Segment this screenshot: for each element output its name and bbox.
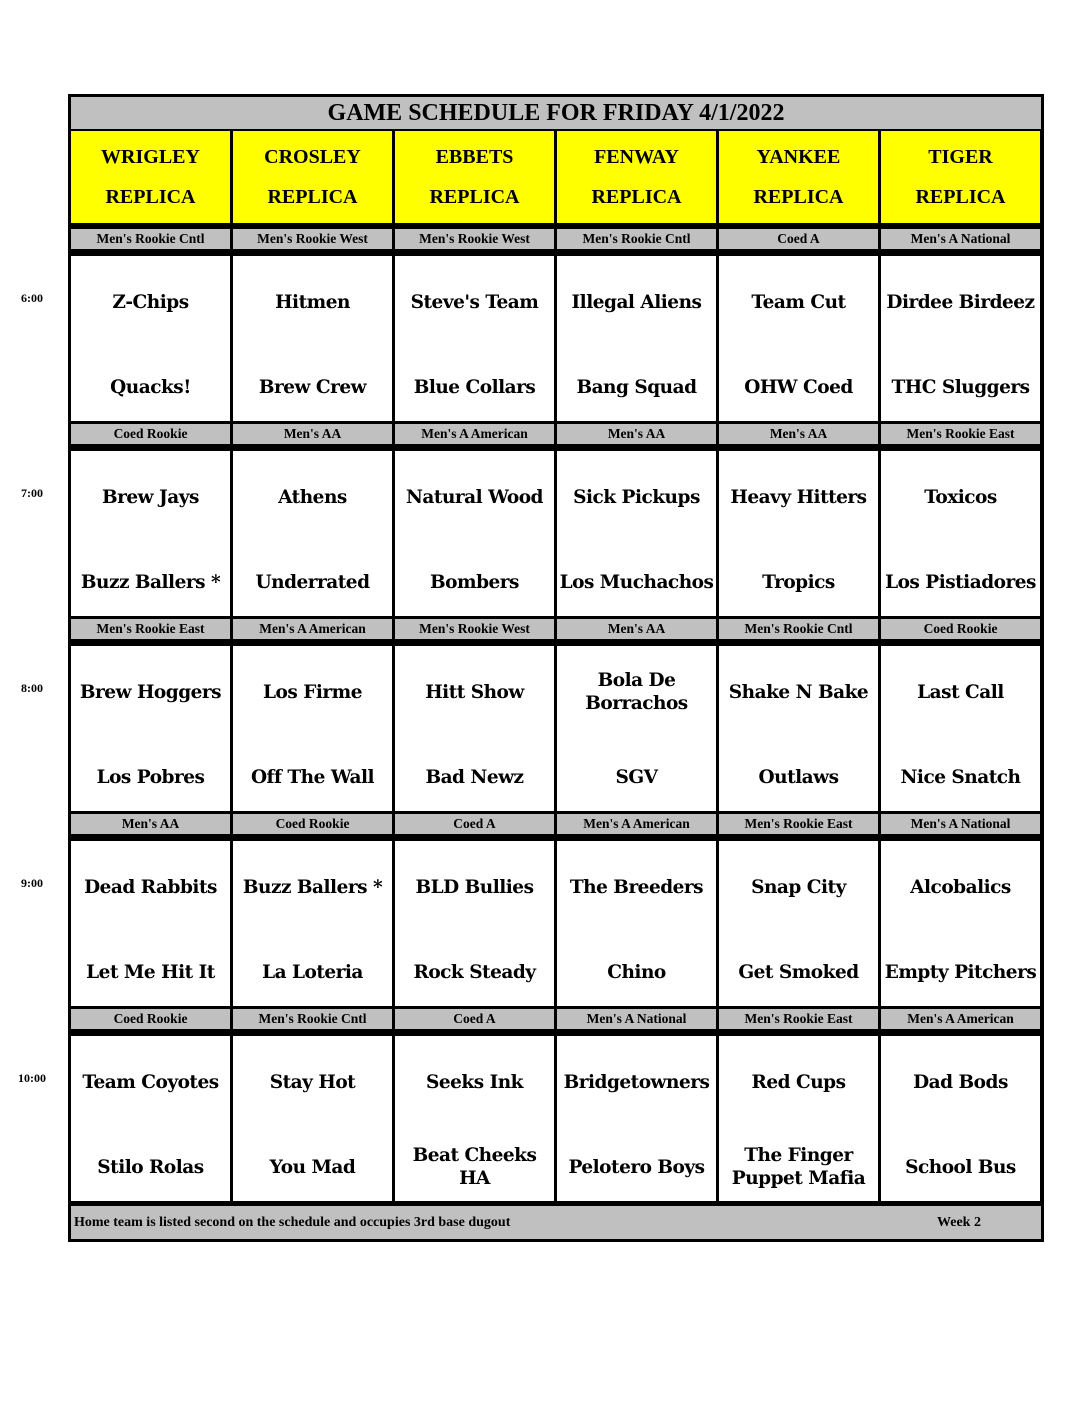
home-team: OHW Coed [744, 376, 853, 398]
away-team: Bola De Borrachos [585, 670, 688, 714]
division-label: Men's A National [881, 814, 1040, 834]
home-team: School Bus [905, 1156, 1016, 1178]
field-name: EBBETS [435, 145, 514, 168]
home-team: Tropics [762, 571, 835, 593]
game-cell [881, 451, 1040, 616]
game-cell [233, 451, 392, 616]
away-team: Athens [278, 486, 347, 508]
home-team: Empty Pitchers [884, 961, 1037, 983]
division-label: Men's Rookie East [881, 424, 1040, 444]
away-team: Dead Rabbits [84, 876, 217, 898]
away-team: BLD Bullies [415, 876, 534, 898]
away-team: The Breeders [569, 876, 704, 898]
game-cell [557, 646, 716, 811]
away-team: Alcobalics [910, 876, 1011, 898]
game-cell [881, 1036, 1040, 1201]
away-team: Natural Wood [406, 486, 543, 508]
division-label: Men's AA [557, 424, 716, 444]
home-team: Nice Snatch [900, 766, 1021, 788]
home-team: Get Smoked [738, 961, 859, 983]
game-cell [71, 451, 230, 616]
away-team: Heavy Hitters [730, 486, 867, 508]
home-team: Los Pistiadores [885, 571, 1036, 593]
division-label: Coed A [719, 229, 878, 249]
home-team: Underrated [255, 571, 370, 593]
away-team: Sick Pickups [573, 486, 700, 508]
field-header [881, 131, 1040, 223]
home-team: THC Sluggers [891, 376, 1030, 398]
field-subtitle: REPLICA [591, 185, 682, 208]
division-label: Men's A American [233, 619, 392, 639]
game-cell [557, 841, 716, 1006]
away-team: Hitmen [275, 291, 350, 313]
division-label: Men's A National [881, 229, 1040, 249]
division-label: Men's Rookie West [395, 229, 554, 249]
schedule-table [68, 94, 1044, 1242]
division-label: Men's Rookie Cntl [71, 229, 230, 249]
game-cell [395, 256, 554, 421]
home-team: Bad Newz [425, 766, 524, 788]
game-cell [719, 841, 878, 1006]
field-subtitle: REPLICA [267, 185, 358, 208]
game-cell [557, 451, 716, 616]
home-team: Brew Crew [258, 376, 367, 398]
home-team: The Finger Puppet Mafia [731, 1145, 866, 1189]
home-team: Outlaws [758, 766, 839, 788]
away-team: Brew Hoggers [79, 681, 222, 703]
home-team: Beat Cheeks HA [412, 1145, 537, 1189]
home-team: Chino [607, 961, 666, 983]
game-cell [719, 256, 878, 421]
game-cell [395, 646, 554, 811]
away-team: Hitt Show [425, 681, 524, 703]
schedule-title: GAME SCHEDULE FOR FRIDAY 4/1/2022 [71, 97, 1041, 129]
division-label: Men's AA [71, 814, 230, 834]
away-team: Last Call [917, 681, 1004, 703]
game-cell [881, 841, 1040, 1006]
game-cell [557, 256, 716, 421]
division-label: Men's Rookie Cntl [719, 619, 878, 639]
field-name: WRIGLEY [101, 145, 200, 168]
division-label: Coed A [395, 1009, 554, 1029]
home-team: Quacks! [110, 376, 191, 398]
field-name: TIGER [928, 145, 993, 168]
game-cell [395, 841, 554, 1006]
away-team: Buzz Ballers * [242, 876, 383, 898]
division-label: Men's Rookie East [719, 1009, 878, 1029]
schedule-footer [71, 1206, 1041, 1239]
away-team: Team Coyotes [82, 1071, 219, 1093]
division-label: Coed Rookie [881, 619, 1040, 639]
division-label: Men's Rookie Cntl [233, 1009, 392, 1029]
game-cell [71, 256, 230, 421]
division-label: Coed Rookie [71, 424, 230, 444]
away-team: Snap City [751, 876, 846, 898]
away-team: Los Firme [263, 681, 362, 703]
game-cell [395, 451, 554, 616]
game-cell [233, 256, 392, 421]
time-slot-label: 10:00 [18, 1071, 46, 1085]
field-name: YANKEE [756, 145, 841, 168]
division-label: Coed Rookie [71, 1009, 230, 1029]
game-cell [71, 1036, 230, 1201]
home-team: Let Me Hit It [86, 961, 215, 983]
away-team: Team Cut [751, 291, 846, 313]
away-team: Illegal Aliens [571, 291, 702, 313]
field-name: CROSLEY [264, 145, 361, 168]
field-subtitle: REPLICA [915, 185, 1006, 208]
home-team: Stilo Rolas [97, 1156, 204, 1178]
away-team: Shake N Bake [728, 681, 869, 703]
home-team: Blue Collars [413, 376, 536, 398]
home-team: Bang Squad [576, 376, 697, 398]
division-label: Men's Rookie East [71, 619, 230, 639]
field-name: FENWAY [594, 145, 679, 168]
game-cell [719, 451, 878, 616]
away-team: Steve's Team [410, 291, 539, 313]
division-label: Men's A American [395, 424, 554, 444]
away-team: Stay Hot [269, 1071, 356, 1093]
division-label: Men's A American [557, 814, 716, 834]
field-header [395, 131, 554, 223]
game-cell [395, 1036, 554, 1201]
home-team: Rock Steady [413, 961, 536, 983]
field-subtitle: REPLICA [429, 185, 520, 208]
game-cell [233, 646, 392, 811]
home-team: Buzz Ballers * [80, 571, 221, 593]
division-label: Men's AA [557, 619, 716, 639]
home-team: Los Pobres [96, 766, 205, 788]
home-team: You Mad [269, 1156, 356, 1178]
home-team: Pelotero Boys [568, 1156, 705, 1178]
division-label: Men's Rookie West [233, 229, 392, 249]
away-team: Red Cups [751, 1071, 846, 1093]
away-team: Dirdee Birdeez [886, 291, 1035, 313]
home-team: La Loteria [262, 961, 363, 983]
division-label: Men's Rookie East [719, 814, 878, 834]
away-team: Toxicos [924, 486, 997, 508]
field-subtitle: REPLICA [753, 185, 844, 208]
away-team: Seeks Ink [426, 1071, 523, 1093]
game-cell [233, 1036, 392, 1201]
division-label: Men's AA [719, 424, 878, 444]
field-header [719, 131, 878, 223]
game-cell [881, 256, 1040, 421]
time-slot-label: 9:00 [21, 876, 43, 890]
division-label: Men's AA [233, 424, 392, 444]
week-label: Week 2 [937, 1215, 981, 1230]
game-cell [71, 841, 230, 1006]
game-cell [881, 646, 1040, 811]
game-cell [557, 1036, 716, 1201]
game-cell [719, 646, 878, 811]
time-slot-label: 8:00 [21, 681, 43, 695]
division-label: Coed A [395, 814, 554, 834]
away-team: Z-Chips [112, 291, 189, 313]
home-team: Bombers [430, 571, 519, 593]
division-label: Men's A American [881, 1009, 1040, 1029]
field-header [557, 131, 716, 223]
game-cell [719, 1036, 878, 1201]
home-team: Los Muchachos [559, 571, 714, 593]
field-subtitle: REPLICA [105, 185, 196, 208]
home-team: SGV [615, 766, 658, 788]
time-slot-label: 7:00 [21, 486, 43, 500]
division-label: Men's Rookie Cntl [557, 229, 716, 249]
time-slot-label: 6:00 [21, 291, 43, 305]
game-cell [233, 841, 392, 1006]
division-label: Coed Rookie [233, 814, 392, 834]
division-label: Men's Rookie West [395, 619, 554, 639]
field-header [233, 131, 392, 223]
game-cell [71, 646, 230, 811]
away-team: Brew Jays [102, 486, 199, 508]
home-team: Off The Wall [250, 766, 375, 788]
home-team-note: Home team is listed second on the schedule and occupies 3rd base dugout [74, 1215, 511, 1230]
away-team: Dad Bods [913, 1071, 1008, 1093]
field-header [71, 131, 230, 223]
away-team: Bridgetowners [563, 1071, 710, 1093]
division-label: Men's A National [557, 1009, 716, 1029]
